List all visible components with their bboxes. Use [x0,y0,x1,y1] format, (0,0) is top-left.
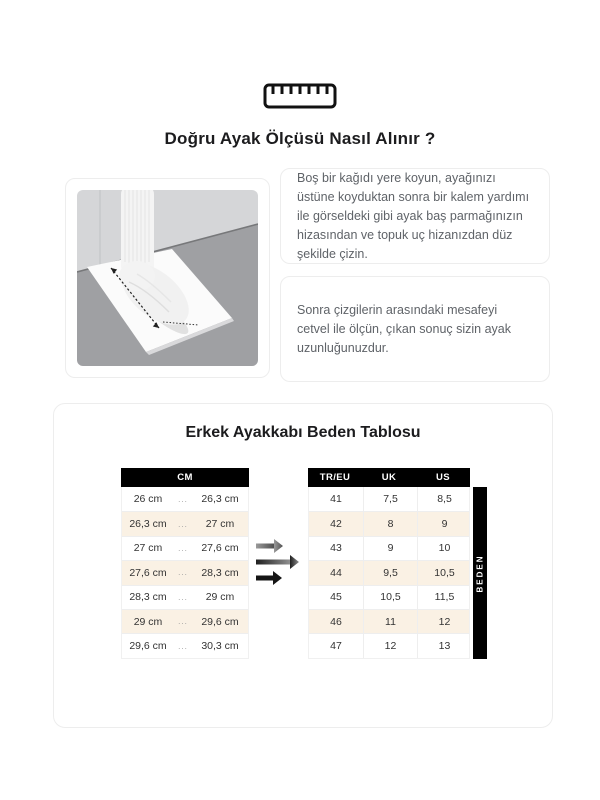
cm-table-body [121,487,249,659]
cm-separator: ... [178,617,188,627]
size-cell: 43 [330,542,342,555]
size-cell: 8 [363,512,417,535]
cm-table-row [122,536,248,560]
cm-table-row [122,511,248,535]
cm-to: 28,3 cm [201,566,239,579]
size-cell: 10,5 [417,561,471,584]
cm-separator: ... [178,494,188,504]
cm-from: 26 cm [133,493,163,506]
ruler-icon [263,82,337,110]
size-table-section [53,403,553,728]
cm-to: 29 cm [205,591,235,604]
foot-measurement-photo [77,190,258,366]
size-cell: 45 [330,591,342,604]
size-cell: 47 [330,640,342,653]
cm-table-row [122,487,248,511]
size-cell: 8,5 [417,487,471,511]
size-cell: 41 [330,493,342,506]
size-table-row [309,560,469,584]
cm-to: 27 cm [205,518,235,531]
beden-side-label-text: BEDEN [475,553,485,593]
size-cell: 44 [330,566,342,579]
instruction-step-2-text: Sonra çizgilerin arasındaki mesafeyi cetvel ile ölçün, çıkan sonuç sizin ayak uzunluğunuzdur. [297,302,511,355]
size-cell: 11 [363,610,417,633]
cm-from: 29 cm [133,615,163,628]
size-cell: 9 [417,512,471,535]
size-cell: 42 [330,518,342,531]
size-cell: 10,5 [363,586,417,609]
cm-separator: ... [178,568,188,578]
cm-table-row [122,560,248,584]
size-table-header-row [308,468,470,487]
cm-to: 27,6 cm [201,542,239,555]
size-table-row [309,633,469,657]
cm-from: 26,3 cm [129,518,167,531]
size-table-row [309,585,469,609]
cm-from: 27 cm [133,542,163,555]
size-cell: 46 [330,615,342,628]
cm-to: 29,6 cm [201,615,239,628]
size-table-header: UK [381,472,397,483]
size-cell: 11,5 [417,586,471,609]
instruction-step-2 [280,276,550,382]
transfer-arrows-icon [256,539,300,585]
size-cell: 9,5 [363,561,417,584]
size-table-body [308,487,470,659]
cm-table-row [122,633,248,657]
size-section-title: Erkek Ayakkabı Beden Tablosu [185,424,421,441]
instruction-step-1-text: Boş bir kağıdı yere koyun, ayağınızı üstüne koyduktan sonra bir kalem yardımı ile görseldeki gibi ayak baş parmağınızın hizasından ve topuk uç hizanızdan düz şekilde çizin. [297,170,530,261]
cm-separator: ... [178,641,188,651]
size-table-header: TR/EU [319,472,351,483]
size-cell: 12 [363,634,417,657]
instruction-step-1 [280,168,550,264]
cm-from: 28,3 cm [129,591,167,604]
cm-table-header: CM [121,468,249,487]
cm-table-row [122,585,248,609]
size-cell: 9 [363,537,417,560]
size-table-row [309,609,469,633]
size-cell: 7,5 [363,487,417,511]
size-table-row [309,487,469,511]
cm-to: 26,3 cm [201,493,239,506]
size-table-row [309,536,469,560]
size-table-row [309,511,469,535]
size-cell: 13 [417,634,471,657]
cm-from: 27,6 cm [129,566,167,579]
size-cell: 12 [417,610,471,633]
international-size-table [308,468,470,659]
cm-separator: ... [178,592,188,602]
page-title: Doğru Ayak Ölçüsü Nasıl Alınır ? [164,129,436,148]
size-table-header: US [436,472,450,483]
cm-to: 30,3 cm [201,640,239,653]
cm-table [121,468,249,659]
cm-separator: ... [178,519,188,529]
cm-from: 29,6 cm [129,640,167,653]
foot-measurement-photo-card [65,178,270,378]
cm-separator: ... [178,543,188,553]
cm-table-row [122,609,248,633]
beden-side-label [473,487,487,659]
size-cell: 10 [417,537,471,560]
